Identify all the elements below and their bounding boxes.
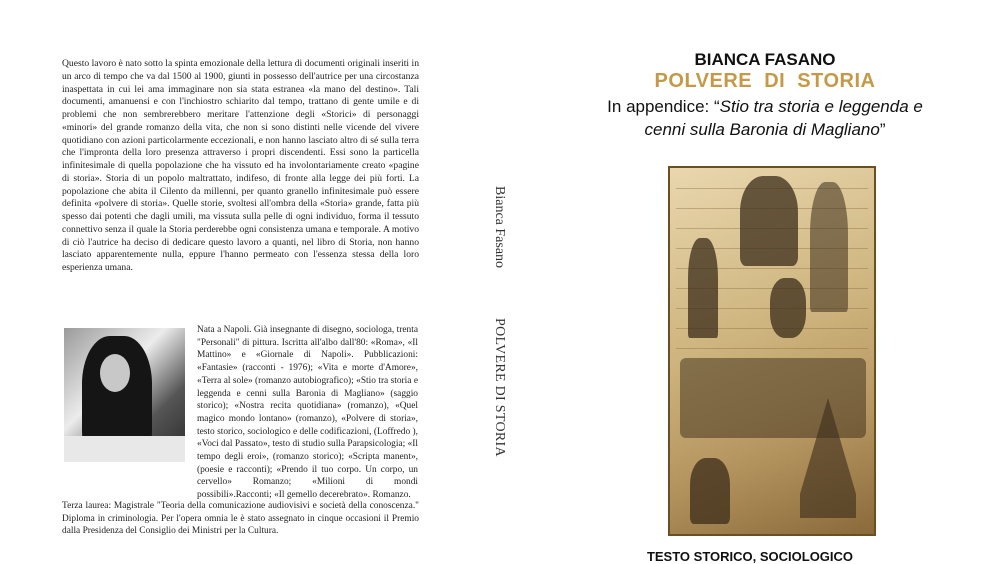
cover-author: BIANCA FASANO <box>694 50 836 69</box>
cover-genre: TESTO STORICO, SOCIOLOGICO <box>646 549 854 564</box>
spine-author: Bianca Fasano <box>492 186 507 269</box>
subtitle-prefix: In appendice: “ <box>607 97 720 116</box>
subtitle-suffix: ” <box>879 120 886 139</box>
spine-title: POLVERE DI STORIA <box>492 318 507 457</box>
author-photo <box>64 328 185 462</box>
cover-subtitle <box>590 95 940 141</box>
front-cover-header <box>590 40 940 141</box>
cover-title: POLVERE DI STORIA <box>654 70 876 92</box>
cover-illustration <box>668 166 876 536</box>
author-bio: Nata a Napoli. Già insegnante di disegno, sociologa, trenta "Personali" di pittura. Iscritta all'albo dall'80: «Roma», «Il Mattino» e «Giornale di Napoli». Pubblicazioni: «Fantasie» (racconti - 1976); «Vita e morte d'Amore», «Terra al sole» (romanzo autobiografico); «Stio tra storia e leggenda e cenni sulla Baronia di Magliano» (saggio storico); «Nostra recita quotidiana» (romanzo), «Quel magico mondo lontano» (romanzo), «Polvere di storia», testo storico, sociologico e delle codificazioni, (Loffredo ), «Voci dal Passato», testo di studio sulla Parapsicologia; «Il tempo degli eroi», (romanzo storico); «Scripta manent», (poesie e racconti); «Prendo il tuo corpo. Un corpo, un cervello» Romanzo; «Milioni di mondi possibili».Racconti; «Il gemello decerebrato». Romanzo. <box>197 325 418 501</box>
author-bio-continued: Terza laurea: Magistrale "Teoria della comunicazione audiovisivi e società della conoscenza." Diploma in criminologia. Per l'opera omnia le è stato assegnato in cinque occasioni il Premio dalla Presidenza del Consiglio dei Ministri per la Cultura. <box>62 501 419 537</box>
synopsis-text: Questo lavoro è nato sotto la spinta emozionale della lettura di documenti originali inseriti in un arco di tempo che va dal 1500 al 1900, giunti in possesso dell'autrice per una circostanza inaspettata in cui lei ama immaginare non sia stata estranea «la mano del destino». Tali documenti, amanuensi e con l'inchiostro schiarito dal tempo, trattano di gente umile e di problemi che non sembrerebbero meritare l'attenzione degli «Storici» di personaggi «minori» del grande romanzo della vita, che non si sono distinti nelle vicende del vivere quotidiano con azioni particolarmente eccezionali, e non hanno lasciato altro di sé sulla terra che l'impronta della loro presenza attraverso i propri discendenti. Essi sono la particella infinitesimale di quella popolazione che ha vissuto ed ha involontariamente creato «pagine di storia». Storia di un popolo maltrattato, indifeso, di fronte alla legge dei più forti. La popolazione che abita il Cilento da millenni, per quanto granello infinitesimale può essere definita «polvere di storia». Quelle storie, svoltesi all'ombra della «Storia» grande, fatta più spesso dai potenti che dagli umili, ma vissuta sulla pelle di ogni individuo, forma il tessuto connettivo senza il quale la Storia perderebbe ogni consistenza umana e temporale. A motivo di ciò l'autrice ha deciso di dedicare questo lavoro a quanti, nel libro di Storia, non hanno lasciato apparentemente nulla, eppure l'hanno permeato con l'essenza stessa della loro esperienza umana. <box>62 58 419 273</box>
subtitle-italic: Stio tra storia e leggenda e cenni sulla Baronia di Magliano <box>644 97 923 139</box>
